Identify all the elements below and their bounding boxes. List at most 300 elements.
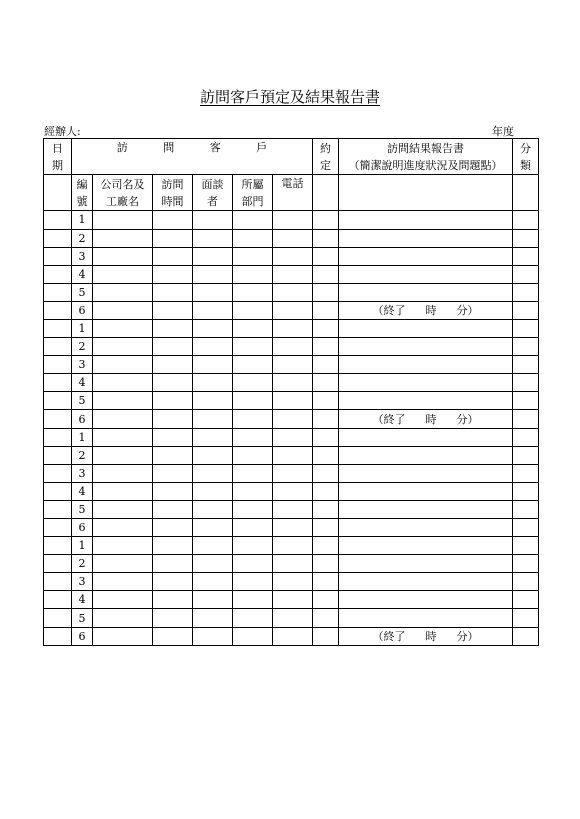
category-cell[interactable] bbox=[513, 464, 539, 482]
appointment-cell[interactable] bbox=[313, 319, 339, 337]
company-cell[interactable] bbox=[93, 301, 153, 319]
department-cell[interactable] bbox=[233, 428, 273, 446]
date-cell[interactable] bbox=[44, 247, 72, 265]
number-cell: 1 bbox=[72, 319, 93, 337]
category-cell[interactable] bbox=[513, 175, 539, 211]
visit-time-cell[interactable] bbox=[153, 283, 193, 301]
interviewee-cell[interactable] bbox=[193, 392, 233, 410]
number-cell: 4 bbox=[72, 265, 93, 283]
phone-cell[interactable] bbox=[273, 591, 313, 609]
number-cell: 2 bbox=[72, 446, 93, 464]
table-row bbox=[44, 609, 539, 627]
department-cell[interactable] bbox=[233, 446, 273, 464]
interviewee-cell[interactable] bbox=[193, 428, 233, 446]
category-cell[interactable] bbox=[513, 247, 539, 265]
department-cell[interactable] bbox=[233, 211, 273, 229]
department-cell[interactable] bbox=[233, 301, 273, 319]
appointment-cell[interactable] bbox=[313, 229, 339, 247]
category-cell[interactable] bbox=[513, 265, 539, 283]
end-note-minute: 分） bbox=[456, 412, 479, 426]
visit-time-cell[interactable] bbox=[153, 609, 193, 627]
phone-cell[interactable] bbox=[273, 229, 313, 247]
appointment-cell[interactable] bbox=[313, 283, 339, 301]
date-cell[interactable] bbox=[44, 229, 72, 247]
visit-time-header-line-2: 時間 bbox=[161, 194, 184, 208]
appointment-cell[interactable] bbox=[313, 211, 339, 229]
appointment-header-cell bbox=[313, 139, 339, 175]
date-cell[interactable] bbox=[44, 319, 72, 337]
number-cell: 3 bbox=[72, 464, 93, 482]
interviewee-cell[interactable] bbox=[193, 265, 233, 283]
appointment-cell[interactable] bbox=[313, 464, 339, 482]
department-header-line-1: 所屬 bbox=[241, 177, 264, 191]
department-cell[interactable] bbox=[233, 627, 273, 645]
category-cell[interactable] bbox=[513, 446, 539, 464]
date-cell[interactable] bbox=[44, 500, 72, 518]
number-header-line-1: 編 bbox=[76, 177, 88, 191]
category-cell[interactable] bbox=[513, 283, 539, 301]
end-note-hour: 時 bbox=[425, 303, 437, 317]
phone-cell[interactable] bbox=[273, 410, 313, 428]
appointment-cell[interactable] bbox=[313, 519, 339, 537]
appointment-cell[interactable] bbox=[313, 338, 339, 356]
phone-cell[interactable] bbox=[273, 211, 313, 229]
appointment-cell[interactable] bbox=[313, 627, 339, 645]
department-cell[interactable] bbox=[233, 265, 273, 283]
appointment-cell[interactable] bbox=[313, 573, 339, 591]
visit-time-cell[interactable] bbox=[153, 446, 193, 464]
date-header-cell bbox=[44, 139, 72, 175]
appointment-cell[interactable] bbox=[313, 482, 339, 500]
result-cell[interactable] bbox=[339, 537, 513, 555]
department-cell[interactable] bbox=[233, 247, 273, 265]
date-cell[interactable] bbox=[44, 609, 72, 627]
department-header-line-2: 部門 bbox=[241, 194, 264, 208]
visit-time-cell[interactable] bbox=[153, 555, 193, 573]
result-cell[interactable] bbox=[339, 392, 513, 410]
visit-time-cell[interactable] bbox=[153, 211, 193, 229]
appointment-cell[interactable] bbox=[313, 410, 339, 428]
interviewee-cell[interactable] bbox=[193, 301, 233, 319]
end-note-minute: 分） bbox=[456, 303, 479, 317]
appointment-cell[interactable] bbox=[313, 356, 339, 374]
table-row bbox=[44, 428, 539, 446]
appointment-cell[interactable] bbox=[313, 500, 339, 518]
visit-time-cell[interactable] bbox=[153, 356, 193, 374]
visit-time-cell[interactable] bbox=[153, 410, 193, 428]
result-cell[interactable] bbox=[339, 428, 513, 446]
category-cell[interactable] bbox=[513, 573, 539, 591]
interviewee-cell[interactable] bbox=[193, 247, 233, 265]
visit-client-char: 戶 bbox=[256, 141, 268, 154]
end-note-open: （終了 bbox=[372, 303, 406, 317]
appointment-cell[interactable] bbox=[313, 446, 339, 464]
interviewee-header-line-1: 面談 bbox=[201, 177, 224, 191]
result-subtitle: （簡潔說明進度狀況及問題點） bbox=[348, 158, 503, 172]
phone-cell[interactable] bbox=[273, 537, 313, 555]
category-cell[interactable] bbox=[513, 609, 539, 627]
phone-cell[interactable] bbox=[273, 301, 313, 319]
year-label: 年度 bbox=[492, 125, 514, 138]
date-cell[interactable] bbox=[44, 175, 72, 211]
table-row bbox=[44, 573, 539, 591]
date-header-line-1: 日 bbox=[52, 141, 63, 155]
company-cell[interactable] bbox=[93, 482, 153, 500]
interviewee-cell[interactable] bbox=[193, 482, 233, 500]
phone-cell[interactable] bbox=[273, 573, 313, 591]
category-cell[interactable] bbox=[513, 319, 539, 337]
result-title: 訪問結果報告書 bbox=[387, 141, 465, 155]
company-cell[interactable] bbox=[93, 609, 153, 627]
appointment-cell[interactable] bbox=[313, 591, 339, 609]
department-cell[interactable] bbox=[233, 319, 273, 337]
result-header-cell bbox=[339, 139, 513, 175]
department-cell[interactable] bbox=[233, 482, 273, 500]
date-cell[interactable] bbox=[44, 482, 72, 500]
result-cell[interactable] bbox=[339, 374, 513, 392]
department-cell[interactable] bbox=[233, 392, 273, 410]
visit-client-char: 問 bbox=[163, 141, 175, 154]
table-row bbox=[44, 283, 539, 301]
header-row-1 bbox=[44, 139, 539, 175]
number-cell: 1 bbox=[72, 428, 93, 446]
category-cell[interactable] bbox=[513, 211, 539, 229]
table-row bbox=[44, 247, 539, 265]
category-cell[interactable] bbox=[513, 410, 539, 428]
interviewee-header-cell bbox=[193, 175, 233, 211]
interviewee-header-line-2: 者 bbox=[207, 194, 218, 208]
interviewee-cell[interactable] bbox=[193, 573, 233, 591]
phone-cell[interactable] bbox=[273, 338, 313, 356]
visit-time-header-cell bbox=[153, 175, 193, 211]
number-cell: 2 bbox=[72, 229, 93, 247]
result-cell[interactable] bbox=[339, 356, 513, 374]
result-cell[interactable] bbox=[339, 265, 513, 283]
category-cell[interactable] bbox=[513, 482, 539, 500]
phone-cell[interactable] bbox=[273, 446, 313, 464]
category-cell[interactable] bbox=[513, 519, 539, 537]
report-form-table bbox=[43, 138, 539, 646]
phone-cell[interactable] bbox=[273, 428, 313, 446]
result-cell[interactable] bbox=[339, 464, 513, 482]
date-cell[interactable] bbox=[44, 555, 72, 573]
department-cell[interactable] bbox=[233, 338, 273, 356]
table-row bbox=[44, 319, 539, 337]
visit-time-cell[interactable] bbox=[153, 428, 193, 446]
date-cell[interactable] bbox=[44, 338, 72, 356]
number-cell: 6 bbox=[72, 519, 93, 537]
result-cell[interactable] bbox=[339, 519, 513, 537]
table-row bbox=[44, 374, 539, 392]
number-cell: 5 bbox=[72, 283, 93, 301]
appointment-cell[interactable] bbox=[313, 301, 339, 319]
date-cell[interactable] bbox=[44, 519, 72, 537]
department-cell[interactable] bbox=[233, 555, 273, 573]
date-cell[interactable] bbox=[44, 392, 72, 410]
visit-time-cell[interactable] bbox=[153, 392, 193, 410]
result-cell[interactable] bbox=[339, 446, 513, 464]
category-cell[interactable] bbox=[513, 627, 539, 645]
company-cell[interactable] bbox=[93, 464, 153, 482]
phone-cell[interactable] bbox=[273, 265, 313, 283]
visit-time-cell[interactable] bbox=[153, 627, 193, 645]
table-row bbox=[44, 410, 539, 428]
category-header-line-2: 類 bbox=[520, 158, 532, 172]
visit-time-cell[interactable] bbox=[153, 265, 193, 283]
interviewee-cell[interactable] bbox=[193, 519, 233, 537]
table-row bbox=[44, 555, 539, 573]
date-cell[interactable] bbox=[44, 356, 72, 374]
department-cell[interactable] bbox=[233, 537, 273, 555]
department-cell[interactable] bbox=[233, 374, 273, 392]
visit-time-cell[interactable] bbox=[153, 537, 193, 555]
department-cell[interactable] bbox=[233, 410, 273, 428]
department-header-cell bbox=[233, 175, 273, 211]
number-cell: 2 bbox=[72, 338, 93, 356]
interviewee-cell[interactable] bbox=[193, 338, 233, 356]
company-cell[interactable] bbox=[93, 591, 153, 609]
company-cell[interactable] bbox=[93, 627, 153, 645]
number-cell: 4 bbox=[72, 591, 93, 609]
result-cell[interactable] bbox=[339, 338, 513, 356]
category-cell[interactable] bbox=[513, 338, 539, 356]
result-cell[interactable] bbox=[339, 319, 513, 337]
category-cell[interactable] bbox=[513, 229, 539, 247]
phone-header-cell bbox=[273, 175, 313, 211]
result-cell[interactable] bbox=[339, 482, 513, 500]
number-cell: 1 bbox=[72, 211, 93, 229]
table-row bbox=[44, 229, 539, 247]
table-row bbox=[44, 446, 539, 464]
number-header-cell bbox=[72, 175, 93, 211]
interviewee-cell[interactable] bbox=[193, 229, 233, 247]
category-cell[interactable] bbox=[513, 374, 539, 392]
page-title: 訪問客戶預定及結果報告書 bbox=[199, 88, 380, 106]
appointment-cell[interactable] bbox=[313, 537, 339, 555]
department-cell[interactable] bbox=[233, 591, 273, 609]
category-cell[interactable] bbox=[513, 392, 539, 410]
category-cell[interactable] bbox=[513, 537, 539, 555]
appointment-cell[interactable] bbox=[313, 247, 339, 265]
interviewee-cell[interactable] bbox=[193, 446, 233, 464]
date-header-line-2: 期 bbox=[52, 158, 63, 172]
date-cell[interactable] bbox=[44, 627, 72, 645]
visit-client-char: 訪 bbox=[116, 141, 128, 154]
phone-cell[interactable] bbox=[273, 356, 313, 374]
appointment-cell[interactable] bbox=[313, 609, 339, 627]
number-cell: 3 bbox=[72, 356, 93, 374]
interviewee-cell[interactable] bbox=[193, 410, 233, 428]
company-cell[interactable] bbox=[93, 519, 153, 537]
company-cell[interactable] bbox=[93, 229, 153, 247]
interviewee-cell[interactable] bbox=[193, 609, 233, 627]
interviewee-cell[interactable] bbox=[193, 591, 233, 609]
visit-time-cell[interactable] bbox=[153, 591, 193, 609]
number-cell: 6 bbox=[72, 627, 93, 645]
company-cell[interactable] bbox=[93, 356, 153, 374]
result-cell[interactable] bbox=[339, 283, 513, 301]
department-cell[interactable] bbox=[233, 356, 273, 374]
result-cell[interactable] bbox=[339, 609, 513, 627]
phone-cell[interactable] bbox=[273, 627, 313, 645]
appointment-header-line-2: 定 bbox=[320, 158, 332, 172]
date-cell[interactable] bbox=[44, 410, 72, 428]
result-cell[interactable] bbox=[339, 229, 513, 247]
date-cell[interactable] bbox=[44, 591, 72, 609]
company-cell[interactable] bbox=[93, 247, 153, 265]
company-cell[interactable] bbox=[93, 555, 153, 573]
category-cell[interactable] bbox=[513, 555, 539, 573]
visit-time-cell[interactable] bbox=[153, 247, 193, 265]
result-cell[interactable] bbox=[339, 211, 513, 229]
appointment-header-line-1: 約 bbox=[320, 141, 332, 155]
department-cell[interactable] bbox=[233, 573, 273, 591]
appointment-cell[interactable] bbox=[313, 392, 339, 410]
end-note-minute: 分） bbox=[456, 629, 479, 643]
phone-cell[interactable] bbox=[273, 609, 313, 627]
interviewee-cell[interactable] bbox=[193, 319, 233, 337]
visit-time-cell[interactable] bbox=[153, 464, 193, 482]
date-cell[interactable] bbox=[44, 374, 72, 392]
date-cell[interactable] bbox=[44, 573, 72, 591]
table-row bbox=[44, 482, 539, 500]
company-cell[interactable] bbox=[93, 265, 153, 283]
interviewee-cell[interactable] bbox=[193, 374, 233, 392]
table-row bbox=[44, 500, 539, 518]
department-cell[interactable] bbox=[233, 519, 273, 537]
company-cell[interactable] bbox=[93, 338, 153, 356]
interviewee-cell[interactable] bbox=[193, 283, 233, 301]
department-cell[interactable] bbox=[233, 609, 273, 627]
interviewee-cell[interactable] bbox=[193, 537, 233, 555]
interviewee-cell[interactable] bbox=[193, 500, 233, 518]
result-cell bbox=[339, 627, 513, 645]
phone-header-label: 電話 bbox=[281, 177, 304, 191]
visit-time-cell[interactable] bbox=[153, 573, 193, 591]
department-cell[interactable] bbox=[233, 464, 273, 482]
company-header-line-1: 公司名及 bbox=[100, 177, 145, 191]
table-row bbox=[44, 301, 539, 319]
date-cell[interactable] bbox=[44, 283, 72, 301]
department-cell[interactable] bbox=[233, 500, 273, 518]
table-row bbox=[44, 356, 539, 374]
category-cell[interactable] bbox=[513, 428, 539, 446]
company-cell[interactable] bbox=[93, 319, 153, 337]
company-cell[interactable] bbox=[93, 428, 153, 446]
end-note-open: （終了 bbox=[372, 629, 406, 643]
phone-cell[interactable] bbox=[273, 374, 313, 392]
result-cell[interactable] bbox=[339, 573, 513, 591]
department-cell[interactable] bbox=[233, 229, 273, 247]
interviewee-cell[interactable] bbox=[193, 464, 233, 482]
company-cell[interactable] bbox=[93, 211, 153, 229]
interviewee-cell[interactable] bbox=[193, 211, 233, 229]
table-row bbox=[44, 537, 539, 555]
phone-cell[interactable] bbox=[273, 519, 313, 537]
result-cell[interactable] bbox=[339, 500, 513, 518]
phone-cell[interactable] bbox=[273, 283, 313, 301]
department-cell[interactable] bbox=[233, 283, 273, 301]
interviewee-cell[interactable] bbox=[193, 356, 233, 374]
table-row bbox=[44, 265, 539, 283]
number-cell: 4 bbox=[72, 482, 93, 500]
table-row bbox=[44, 464, 539, 482]
category-cell[interactable] bbox=[513, 301, 539, 319]
visit-time-cell[interactable] bbox=[153, 301, 193, 319]
phone-cell[interactable] bbox=[273, 464, 313, 482]
phone-cell[interactable] bbox=[273, 392, 313, 410]
date-cell[interactable] bbox=[44, 446, 72, 464]
company-cell[interactable] bbox=[93, 410, 153, 428]
result-cell[interactable] bbox=[339, 591, 513, 609]
category-cell[interactable] bbox=[513, 591, 539, 609]
date-cell[interactable] bbox=[44, 301, 72, 319]
phone-cell[interactable] bbox=[273, 500, 313, 518]
phone-cell[interactable] bbox=[273, 482, 313, 500]
number-cell: 3 bbox=[72, 573, 93, 591]
result-cell bbox=[339, 301, 513, 319]
company-cell[interactable] bbox=[93, 500, 153, 518]
company-header-line-2: 工廠名 bbox=[106, 194, 139, 208]
category-header-line-1: 分 bbox=[520, 141, 532, 155]
number-cell: 4 bbox=[72, 374, 93, 392]
appointment-cell[interactable] bbox=[313, 428, 339, 446]
result-cell[interactable] bbox=[339, 247, 513, 265]
phone-cell[interactable] bbox=[273, 319, 313, 337]
number-cell: 1 bbox=[72, 537, 93, 555]
number-cell: 5 bbox=[72, 392, 93, 410]
phone-cell[interactable] bbox=[273, 555, 313, 573]
visit-client-header bbox=[72, 139, 313, 175]
date-cell[interactable] bbox=[44, 537, 72, 555]
header-row-2 bbox=[44, 175, 539, 211]
phone-cell[interactable] bbox=[273, 247, 313, 265]
company-cell[interactable] bbox=[93, 537, 153, 555]
interviewee-cell[interactable] bbox=[193, 627, 233, 645]
visit-time-cell[interactable] bbox=[153, 319, 193, 337]
interviewee-cell[interactable] bbox=[193, 555, 233, 573]
date-cell[interactable] bbox=[44, 265, 72, 283]
visit-time-cell[interactable] bbox=[153, 229, 193, 247]
result-cell[interactable] bbox=[339, 175, 513, 211]
end-note-open: （終了 bbox=[372, 412, 406, 426]
category-cell[interactable] bbox=[513, 356, 539, 374]
visit-time-cell[interactable] bbox=[153, 500, 193, 518]
visit-time-cell[interactable] bbox=[153, 519, 193, 537]
company-cell[interactable] bbox=[93, 392, 153, 410]
number-header-line-2: 號 bbox=[76, 194, 88, 208]
appointment-cell[interactable] bbox=[313, 175, 339, 211]
visit-time-cell[interactable] bbox=[153, 338, 193, 356]
date-cell[interactable] bbox=[44, 211, 72, 229]
company-cell[interactable] bbox=[93, 446, 153, 464]
category-cell[interactable] bbox=[513, 500, 539, 518]
result-cell[interactable] bbox=[339, 555, 513, 573]
visit-time-cell[interactable] bbox=[153, 374, 193, 392]
visit-time-cell[interactable] bbox=[153, 482, 193, 500]
company-cell[interactable] bbox=[93, 374, 153, 392]
company-cell[interactable] bbox=[93, 573, 153, 591]
appointment-cell[interactable] bbox=[313, 374, 339, 392]
date-cell[interactable] bbox=[44, 428, 72, 446]
table-row bbox=[44, 627, 539, 645]
appointment-cell[interactable] bbox=[313, 555, 339, 573]
end-note-hour: 時 bbox=[425, 629, 437, 643]
company-cell[interactable] bbox=[93, 283, 153, 301]
appointment-cell[interactable] bbox=[313, 265, 339, 283]
agent-label: 經辦人: bbox=[44, 125, 81, 138]
date-cell[interactable] bbox=[44, 464, 72, 482]
